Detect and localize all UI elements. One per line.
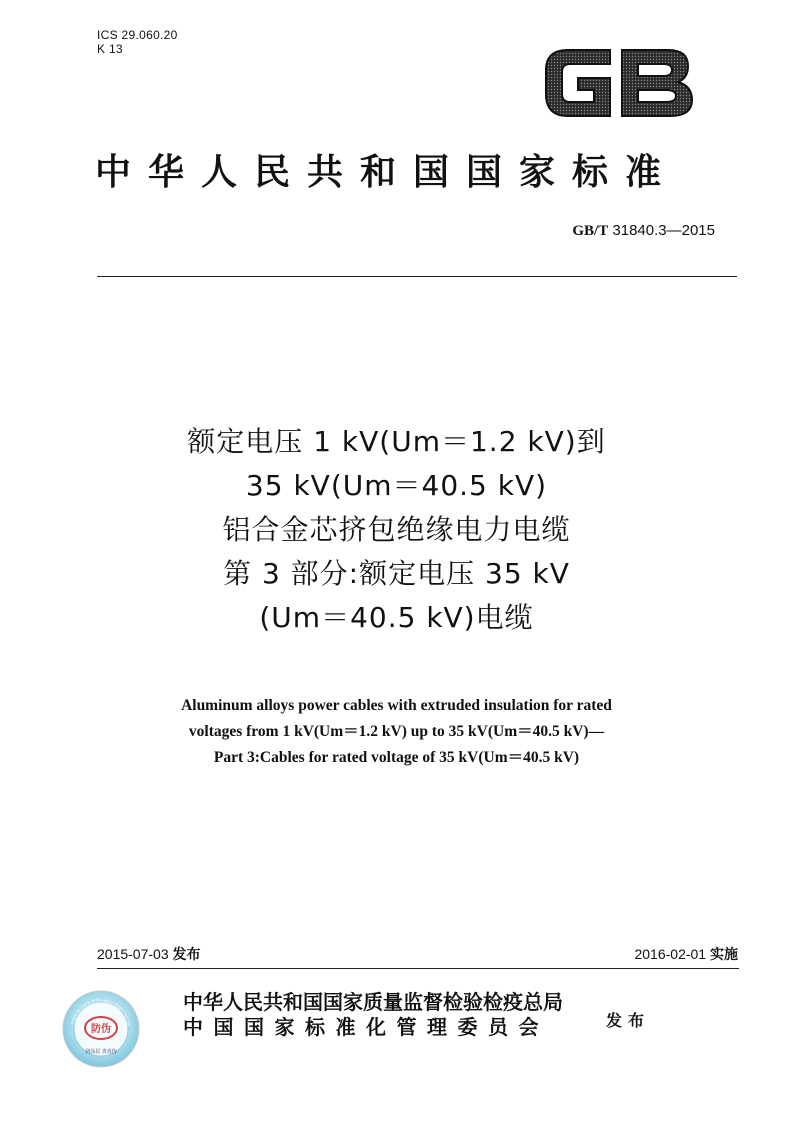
seal-center-text: 防伪 (91, 1024, 111, 1035)
title-cn-line-4: 第 3 部分:额定电压 35 kV (223, 557, 570, 590)
seal-footer-text: 刮涂层 查真伪 (85, 1049, 117, 1055)
top-divider (97, 276, 737, 277)
issuer-sac: 中国国家标准化管理委员会 (183, 1015, 549, 1039)
title-cn-line-1: 额定电压 1 kV(Um＝1.2 kV)到 (187, 425, 606, 458)
issuing-bodies (183, 990, 563, 1040)
implement-date-value: 2016-02-01 (634, 946, 707, 962)
standard-category-title: 中华人民共和国国家标准 (95, 151, 679, 193)
title-en-line-1: Aluminum alloys power cables with extruded insulation for rated (181, 697, 612, 714)
standard-code-number: 31840.3—2015 (612, 222, 715, 239)
title-en-line-3: Part 3:Cables for rated voltage of 35 kV(Um＝40.5 kV) (213, 749, 580, 766)
release-date-value: 2015-07-03 (97, 946, 169, 962)
issue-label: 发布 (606, 1011, 651, 1030)
title-cn-line-3: 铝合金芯挤包绝缘电力电缆 (222, 513, 571, 546)
title-english (0, 693, 793, 771)
gb-logo-text: GB (538, 40, 540, 41)
title-chinese (0, 420, 793, 640)
ics-code: ICS 29.060.20 (97, 28, 178, 42)
gb-logo (538, 40, 698, 124)
title-en-line-2: voltages from 1 kV(Um＝1.2 kV) up to 35 kV(Um＝40.5 kV)— (188, 723, 605, 740)
standard-code-prefix: GB/T (572, 223, 609, 239)
implement-date (634, 944, 738, 964)
title-cn-line-2: 35 kV(Um＝40.5 kV) (245, 469, 548, 502)
release-date (97, 944, 201, 964)
ccs-code: K 13 (97, 42, 123, 56)
standard-code (572, 222, 715, 240)
implement-date-label: 实施 (710, 947, 738, 963)
title-cn-line-5: (Um＝40.5 kV)电缆 (259, 601, 534, 634)
classification-codes (97, 28, 178, 56)
seal-ring-text: 中国标准出版社防伪 cdeuc@spc.net.cn (70, 997, 132, 1026)
release-date-label: 发布 (172, 947, 201, 963)
issuer-aqsiq: 中华人民共和国国家质量监督检验检疫总局 (183, 990, 563, 1014)
anti-counterfeit-seal (62, 990, 140, 1068)
bottom-divider (97, 968, 739, 969)
